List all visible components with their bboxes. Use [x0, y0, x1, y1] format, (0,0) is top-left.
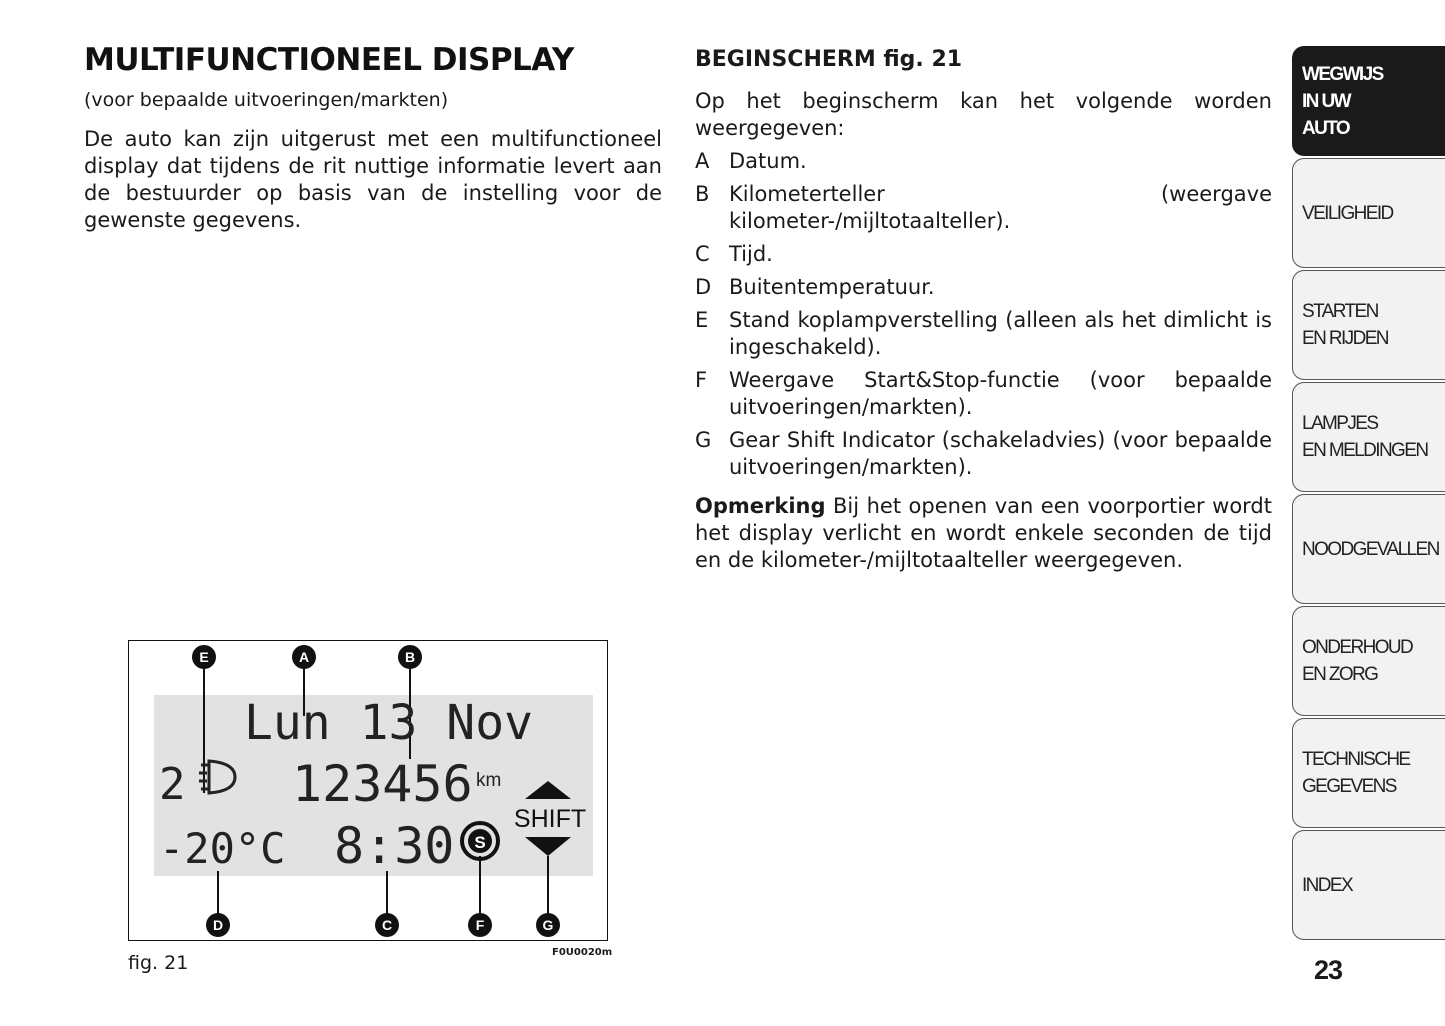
svg-text:E: E: [199, 649, 209, 665]
list-item: [695, 367, 1272, 421]
callout-c: [375, 913, 399, 937]
page-number: 23: [1314, 955, 1343, 985]
tab-noodgevallen[interactable]: NOODGEVALLEN: [1292, 494, 1445, 604]
list-item: [695, 274, 1272, 301]
right-column: [695, 44, 1272, 574]
list-letter: E: [695, 308, 709, 332]
tab-veiligheid[interactable]: VEILIGHEID: [1292, 158, 1445, 268]
svg-text:F: F: [475, 917, 485, 933]
list-text: Weergave Start&Stop-functie (voor bepaalde uitvoeringen/markten).: [729, 368, 1272, 419]
tab-onderhoud-en-zorg[interactable]: ONDERHOUD EN ZORG: [1292, 606, 1445, 716]
display-date: Lun 13 Nov: [244, 695, 533, 751]
svg-text:B: B: [404, 649, 416, 665]
svg-text:G: G: [542, 917, 554, 933]
list-item: [695, 427, 1272, 481]
list-letter: F: [695, 368, 708, 392]
list-text: Gear Shift Indicator (schakeladvies) (voor bepaalde uitvoeringen/markten).: [729, 428, 1272, 479]
list-item: [695, 181, 1272, 235]
display-time: 8:30: [334, 817, 455, 875]
callout-b: [398, 645, 422, 669]
display-headlamp-level: 2: [159, 759, 186, 810]
tab-lampjes-en-meldingen[interactable]: LAMPJES EN MELDINGEN: [1292, 382, 1445, 492]
list-letter: A: [695, 149, 710, 173]
svg-text:A: A: [298, 649, 310, 665]
list-text: Tijd.: [729, 242, 773, 266]
start-stop-letter: S: [474, 833, 486, 852]
display-odometer-unit: km: [476, 770, 502, 791]
figure-caption: fig. 21: [128, 952, 189, 974]
list-text: Datum.: [729, 149, 807, 173]
list-item: [695, 148, 1272, 175]
list-text: Stand koplampverstelling (alleen als het dimlicht is ingeschakeld).: [729, 308, 1272, 359]
left-column: [84, 40, 662, 234]
page-title: MULTIFUNCTIONEEL DISPLAY: [84, 42, 574, 78]
section-title: BEGINSCHERM fig. 21: [695, 47, 963, 72]
note-text: Bij het openen van een voorportier wordt het display verlicht en wordt enkele seconden de tijd en de kilometer-/mijltotaalteller weergegeven.: [695, 494, 1272, 572]
list-text: Kilometerteller (weergave kilometer-/mijltotaalteller).: [729, 182, 1272, 233]
callout-f: [468, 913, 492, 937]
section-intro: Op het beginscherm kan het volgende worden weergegeven:: [695, 89, 1272, 140]
list-letter: C: [695, 242, 710, 266]
list-letter: G: [695, 428, 712, 452]
callout-e: [192, 645, 216, 669]
list-item: [695, 307, 1272, 361]
list-item: [695, 241, 1272, 268]
tab-starten-en-rijden[interactable]: STARTEN EN RIJDEN: [1292, 270, 1445, 380]
figure-code: F0U0020m: [552, 947, 613, 958]
tab-technische-gegevens[interactable]: TECHNISCHE GEGEVENS: [1292, 718, 1445, 828]
callout-a: [292, 645, 316, 669]
callout-g: [536, 913, 560, 937]
display-odometer: 123456: [292, 755, 473, 813]
display-illustration: [129, 641, 607, 940]
list-letter: B: [695, 182, 710, 206]
tab-wegwijs[interactable]: WEGWIJS IN UW AUTO: [1292, 46, 1445, 156]
display-figure: [128, 640, 608, 941]
svg-text:C: C: [381, 917, 393, 933]
display-temperature: -20°C: [159, 824, 286, 873]
note-paragraph: [695, 493, 1272, 574]
list-letter: D: [695, 275, 712, 299]
list-text: Buitentemperatuur.: [729, 275, 935, 299]
legend-list: [695, 148, 1272, 481]
callout-d: [206, 913, 230, 937]
tab-index[interactable]: INDEX: [1292, 830, 1445, 940]
svg-text:D: D: [212, 917, 224, 933]
subtitle: (voor bepaalde uitvoeringen/markten): [84, 89, 449, 111]
note-label: Opmerking: [695, 494, 826, 518]
display-shift-label: SHIFT: [513, 805, 587, 833]
intro-paragraph: De auto kan zijn uitgerust met een multifunctioneel display dat tijdens de rit nuttige informatie levert aan de bestuurder op basis van de instelling voor de gewenste gegevens.: [84, 127, 662, 232]
